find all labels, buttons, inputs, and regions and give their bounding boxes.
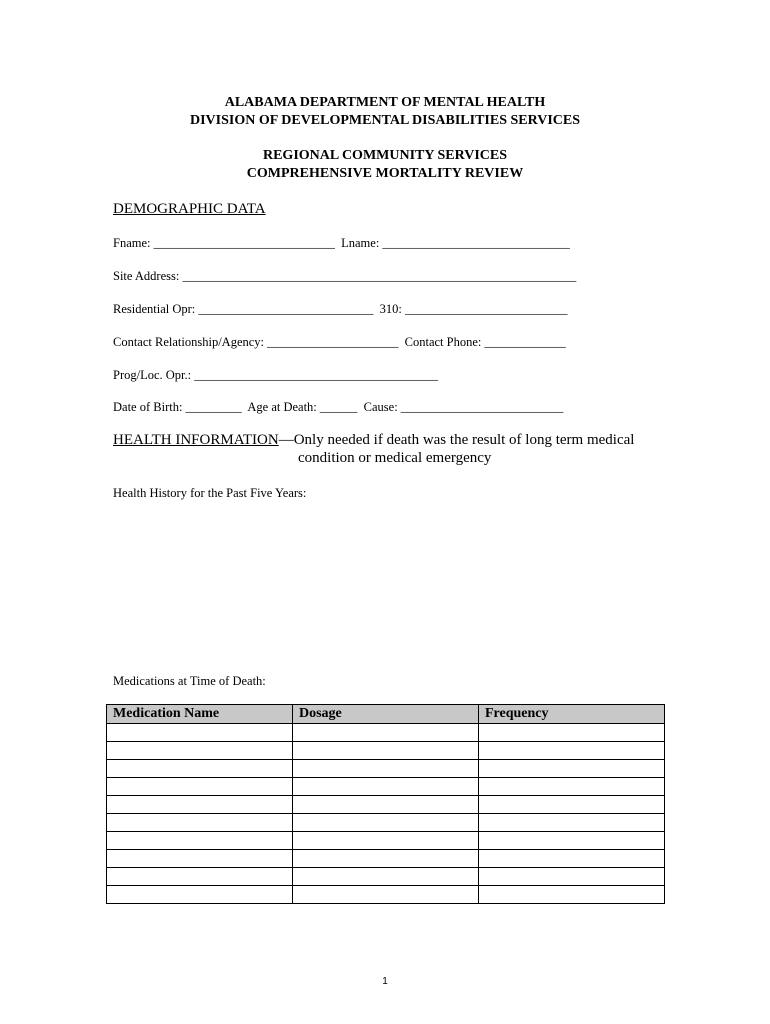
table-row bbox=[107, 724, 665, 742]
health-section-title: HEALTH INFORMATION bbox=[113, 432, 279, 448]
dosage-cell[interactable] bbox=[293, 778, 479, 796]
frequency-cell[interactable] bbox=[479, 796, 665, 814]
table-header-row bbox=[107, 705, 665, 724]
frequency-cell[interactable] bbox=[479, 850, 665, 868]
demographic-section-title: DEMOGRAPHIC DATA bbox=[113, 201, 266, 217]
health-note: —Only needed if death was the result of long term medical bbox=[278, 432, 635, 448]
dosage-cell[interactable] bbox=[293, 796, 479, 814]
header-frequency: Frequency bbox=[479, 705, 665, 724]
frequency-cell[interactable] bbox=[479, 724, 665, 742]
page-number: 1 bbox=[382, 976, 388, 987]
site-address-line[interactable]: Site Address: _______________________________________________________________ bbox=[113, 269, 577, 283]
medication-name-cell[interactable] bbox=[107, 760, 293, 778]
health-info-line bbox=[113, 432, 634, 449]
frequency-cell[interactable] bbox=[479, 832, 665, 850]
medication-name-cell[interactable] bbox=[107, 814, 293, 832]
health-note-continued: condition or medical emergency bbox=[298, 450, 492, 466]
dosage-cell[interactable] bbox=[293, 760, 479, 778]
frequency-cell[interactable] bbox=[479, 814, 665, 832]
dosage-cell[interactable] bbox=[293, 850, 479, 868]
table-row bbox=[107, 760, 665, 778]
dosage-cell[interactable] bbox=[293, 832, 479, 850]
health-history-label: Health History for the Past Five Years: bbox=[113, 486, 307, 500]
contact-line[interactable]: Contact Relationship/Agency: _____________________ Contact Phone: _____________ bbox=[113, 335, 566, 349]
frequency-cell[interactable] bbox=[479, 742, 665, 760]
birth-death-cause-line[interactable]: Date of Birth: _________ Age at Death: ______ Cause: __________________________ bbox=[113, 400, 564, 414]
prog-loc-opr-line[interactable]: Prog/Loc. Opr.: _______________________________________ bbox=[113, 368, 438, 382]
medication-name-cell[interactable] bbox=[107, 886, 293, 904]
medications-table bbox=[106, 704, 665, 904]
medications-label: Medications at Time of Death: bbox=[113, 674, 266, 688]
frequency-cell[interactable] bbox=[479, 760, 665, 778]
medication-name-cell[interactable] bbox=[107, 868, 293, 886]
header-division: DIVISION OF DEVELOPMENTAL DISABILITIES SERVICES bbox=[189, 113, 581, 128]
header-review-title: COMPREHENSIVE MORTALITY REVIEW bbox=[246, 166, 524, 181]
table-row bbox=[107, 832, 665, 850]
table-row bbox=[107, 796, 665, 814]
medication-name-cell[interactable] bbox=[107, 742, 293, 760]
dosage-cell[interactable] bbox=[293, 868, 479, 886]
medication-name-cell[interactable] bbox=[107, 796, 293, 814]
header-dosage: Dosage bbox=[293, 705, 479, 724]
header-regional: REGIONAL COMMUNITY SERVICES bbox=[262, 148, 508, 163]
table-row bbox=[107, 742, 665, 760]
header-medication-name: Medication Name bbox=[107, 705, 293, 724]
medication-name-cell[interactable] bbox=[107, 850, 293, 868]
table-row bbox=[107, 814, 665, 832]
dosage-cell[interactable] bbox=[293, 886, 479, 904]
dosage-cell[interactable] bbox=[293, 724, 479, 742]
frequency-cell[interactable] bbox=[479, 868, 665, 886]
table-row bbox=[107, 886, 665, 904]
table-row bbox=[107, 778, 665, 796]
table-row bbox=[107, 868, 665, 886]
dosage-cell[interactable] bbox=[293, 814, 479, 832]
dosage-cell[interactable] bbox=[293, 742, 479, 760]
header-department: ALABAMA DEPARTMENT OF MENTAL HEALTH bbox=[224, 95, 546, 110]
name-fields-line[interactable]: Fname: _____________________________ Lname: ______________________________ bbox=[113, 236, 570, 250]
medication-name-cell[interactable] bbox=[107, 832, 293, 850]
medication-name-cell[interactable] bbox=[107, 724, 293, 742]
residential-opr-line[interactable]: Residential Opr: ____________________________ 310: __________________________ bbox=[113, 302, 568, 316]
medication-name-cell[interactable] bbox=[107, 778, 293, 796]
table-row bbox=[107, 850, 665, 868]
frequency-cell[interactable] bbox=[479, 886, 665, 904]
frequency-cell[interactable] bbox=[479, 778, 665, 796]
